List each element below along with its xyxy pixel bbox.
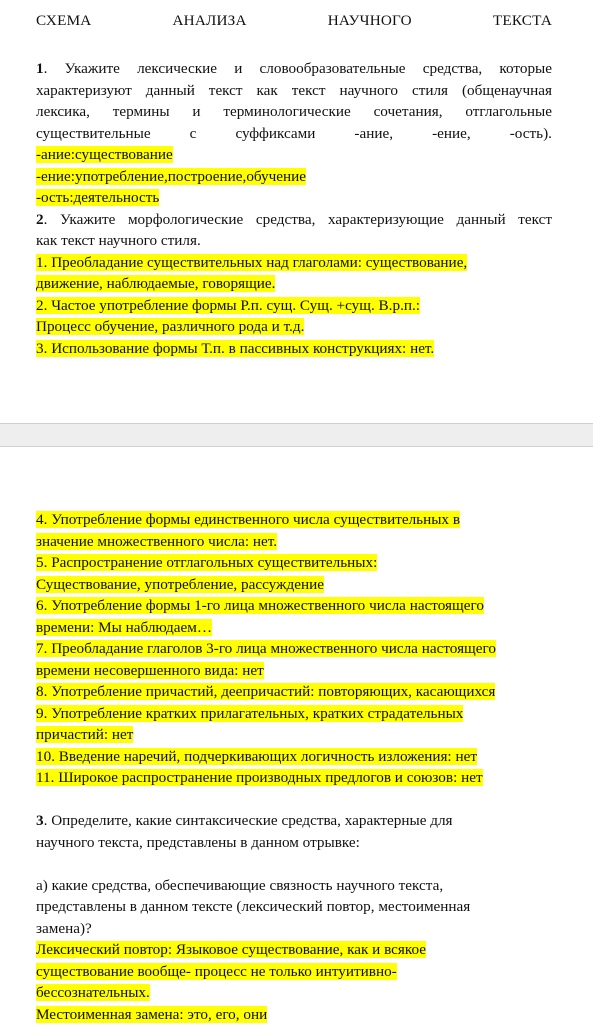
q2-answer: Процесс обучение, различного рода и т.д. xyxy=(36,318,305,335)
title-word: НАУЧНОГО xyxy=(327,12,412,29)
q2-answer: Существование, употребление, рассуждение xyxy=(36,575,324,593)
q2-answer: 8. Употребление причастий, деепричастий: повторяющих, касающихся xyxy=(36,683,496,700)
q2-answer: времени несовершенного вида: нет xyxy=(36,661,264,679)
title-word: ТЕКСТА xyxy=(492,12,552,29)
q3-answer: существование вообще- процесс не только интуитивно- xyxy=(36,962,397,980)
q2-answer: 10. Введение наречий, подчеркивающих логичность изложения: нет xyxy=(36,747,477,765)
q2-answer: 6. Употребление формы 1-го лица множественного числа настоящего xyxy=(36,597,484,614)
q2-answer: 4. Употребление формы единственного числа существительных в xyxy=(36,511,460,528)
q3-line: 3. Определите, какие синтаксические средства, характерные для xyxy=(36,812,453,829)
q3a-line: а) какие средства, обеспечивающие связность научного текста, xyxy=(36,876,444,894)
question-1 xyxy=(36,58,552,359)
q2-answer: 1. Преобладание существительных над глаголами: существование, xyxy=(36,253,468,271)
page-top xyxy=(0,0,593,423)
q3-answer: бессознательных. xyxy=(36,984,150,1001)
q2-line: 2. Укажите морфологические средства, характеризующие данный текст xyxy=(36,210,552,228)
q2-answer: 5. Распространение отглагольных существительных: xyxy=(36,554,378,571)
q2-answer: времени: Мы наблюдаем… xyxy=(36,618,213,636)
q1-answer: -ость:деятельность xyxy=(36,189,160,206)
page-title xyxy=(36,12,552,30)
q1-line: лексика, термины и терминологические сочетания, отглагольные xyxy=(36,103,552,120)
q2-answer: причастий: нет xyxy=(36,726,134,743)
q3a-line: представлены в данном тексте (лексический повтор, местоименная xyxy=(36,898,471,915)
q2-answer: 11. Широкое распространение производных предлогов и союзов: нет xyxy=(36,769,483,786)
q2-answer: движение, наблюдаемые, говорящие. xyxy=(36,275,276,292)
q1-answer: -ание:существование xyxy=(36,146,173,163)
q2-answer: 7. Преобладание глаголов 3-го лица множественного числа настоящего xyxy=(36,640,496,657)
q1-answer: -ение:употребление,построение,обучение xyxy=(36,167,307,185)
q1-line: 1. Укажите лексические и словообразовательные средства, которые xyxy=(36,60,552,77)
page-break xyxy=(0,423,593,447)
q2-answer: 2. Частое употребление формы Р.п. сущ. Сущ. +сущ. В.р.п.: xyxy=(36,296,421,314)
title-word: АНАЛИЗА xyxy=(172,12,247,29)
q2-line: как текст научного стиля. xyxy=(36,232,201,249)
q3a-line: замена)? xyxy=(36,919,92,937)
q2-answer: 9. Употребление кратких прилагательных, кратких страдательных xyxy=(36,704,464,722)
page-bottom xyxy=(0,447,593,1025)
q1-line: существительные с суффиксами -ание, -ение, -ость). xyxy=(36,124,552,142)
q3-answer: Местоименная замена: это, его, они xyxy=(36,1005,268,1023)
q2-answer: 3. Использование формы Т.п. в пассивных конструкциях: нет. xyxy=(36,339,435,357)
q1-line: характеризуют данный текст как текст научного стиля (общенаучная xyxy=(36,81,552,99)
q2-number: 2 xyxy=(36,210,44,228)
q3-line: научного текста, представлены в данном отрывке: xyxy=(36,833,360,851)
question-2-continued xyxy=(36,509,552,1025)
q1-number: 1 xyxy=(36,60,44,77)
q3-answer: Лексический повтор: Языковое существование, как и всякое xyxy=(36,941,427,958)
q2-answer: значение множественного числа: нет. xyxy=(36,532,278,550)
title-word: СХЕМА xyxy=(36,12,92,29)
q3-number: 3 xyxy=(36,812,44,829)
